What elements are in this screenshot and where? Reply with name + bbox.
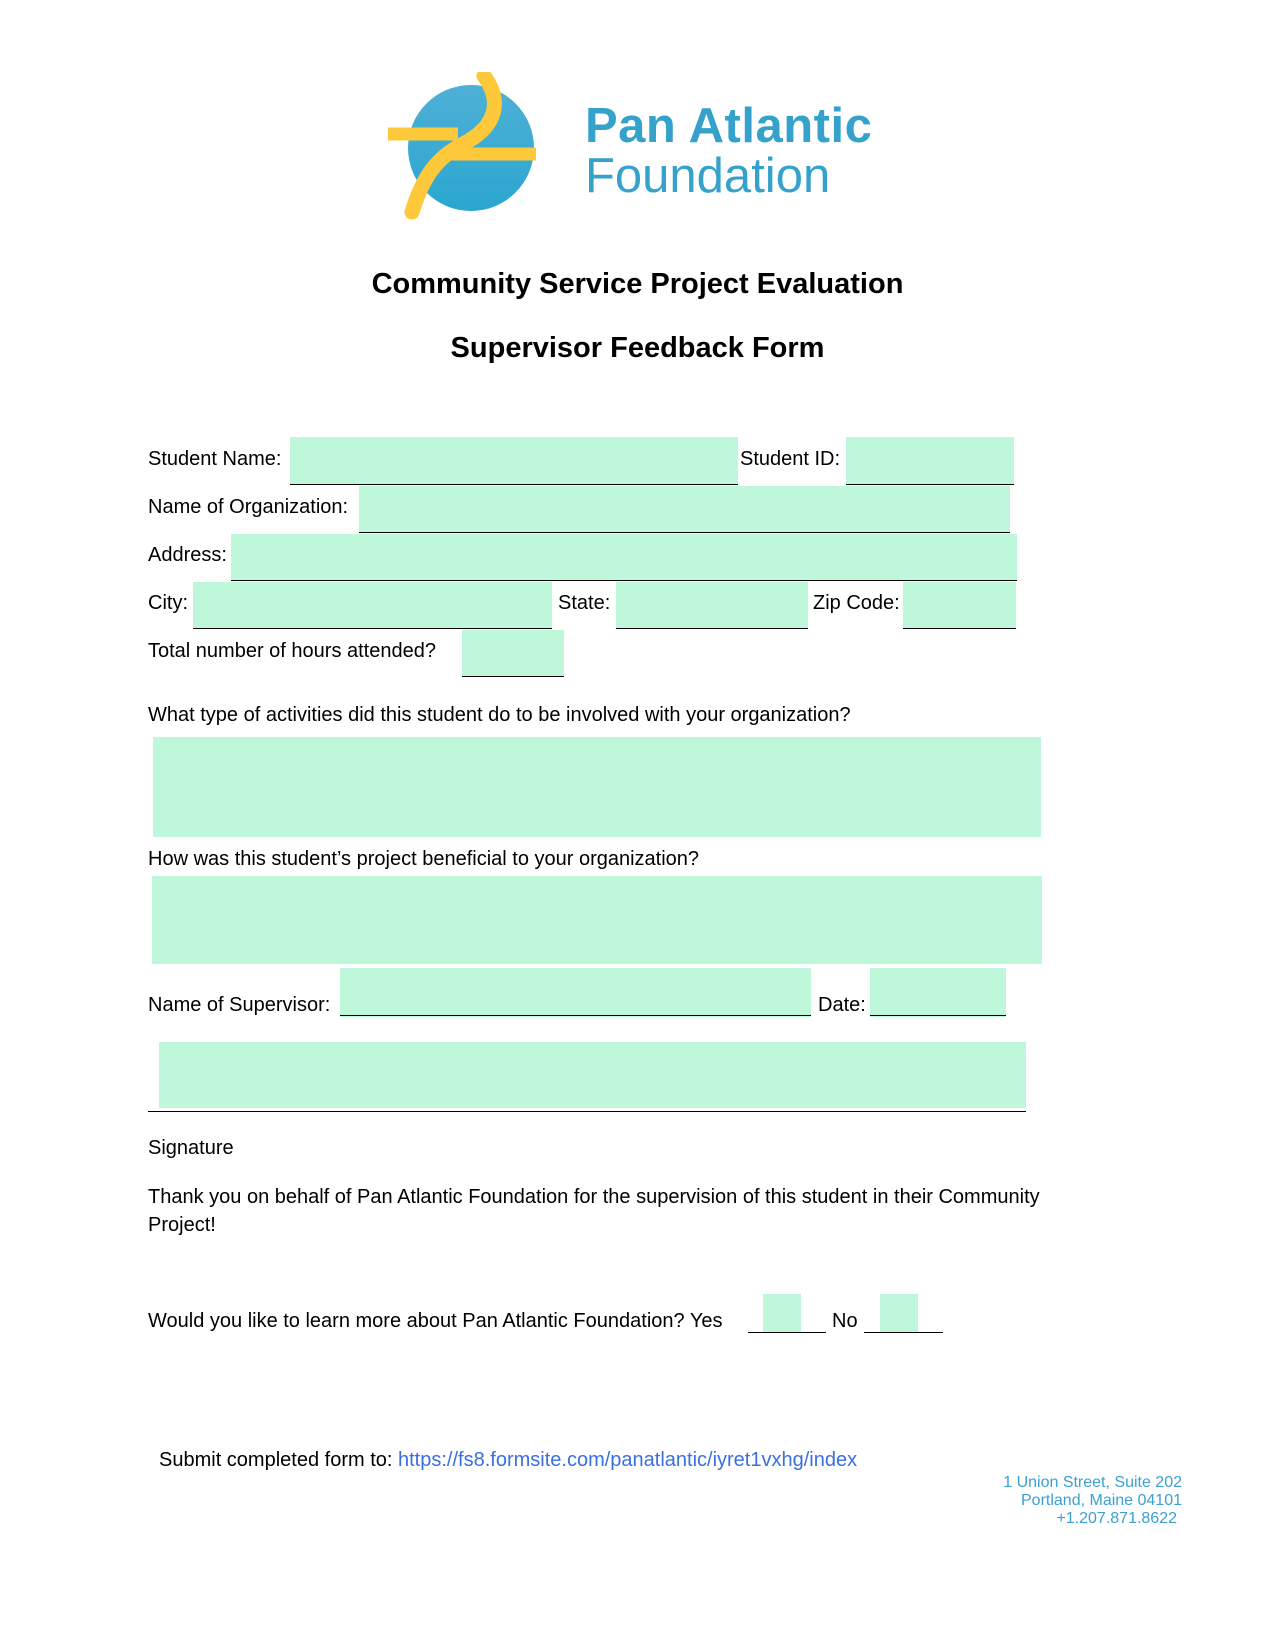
activities-question: What type of activities did this student do to be involved with your organization?: [148, 704, 851, 726]
student-id-label: Student ID:: [740, 448, 841, 470]
hours-label: Total number of hours attended?: [148, 640, 436, 662]
supervisor-label: Name of Supervisor:: [148, 994, 331, 1016]
student-name-underline: [290, 464, 738, 485]
learn-more-question: Would you like to learn more about Pan Atlantic Foundation? Yes: [148, 1310, 723, 1332]
date-underline: [870, 995, 1006, 1016]
organization-address: [1003, 1474, 1182, 1528]
logo-emblem-icon: [388, 72, 588, 232]
zip-code-label: Zip Code:: [813, 592, 900, 614]
signature-underline: [148, 1091, 1026, 1112]
city-label: City:: [148, 592, 188, 614]
hours-underline: [462, 656, 564, 677]
activities-answer-field[interactable]: [153, 737, 1041, 837]
submit-label: Submit completed form to:: [159, 1449, 393, 1471]
organization-underline: [359, 512, 1010, 533]
student-id-underline: [846, 464, 1014, 485]
submit-link[interactable]: https://fs8.formsite.com/panatlantic/iyret1vxhg/index: [398, 1449, 858, 1471]
benefit-answer-field[interactable]: [152, 876, 1042, 964]
benefit-question: How was this student’s project beneficial to your organization?: [148, 848, 700, 870]
logo-name-line2: Foundation: [585, 149, 831, 203]
logo-name-line1: Pan Atlantic: [585, 99, 873, 153]
city-underline: [193, 608, 552, 629]
supervisor-underline: [340, 995, 811, 1016]
address-underline: [231, 560, 1017, 581]
no-underline: [864, 1312, 943, 1333]
address-label: Address:: [148, 544, 227, 566]
address-line2: Portland, Maine 04101: [1021, 1492, 1182, 1509]
zip-code-underline: [903, 608, 1016, 629]
yes-underline: [748, 1312, 826, 1333]
no-label: No: [832, 1310, 858, 1332]
date-label: Date:: [818, 994, 866, 1016]
organization-label: Name of Organization:: [148, 496, 349, 518]
page-title: Community Service Project Evaluation: [371, 268, 904, 300]
thank-you-line1: Thank you on behalf of Pan Atlantic Foundation for the supervision of this student in their Community: [148, 1186, 1040, 1208]
phone-number: +1.207.871.8622: [1056, 1510, 1177, 1527]
submit-instructions: [159, 1448, 857, 1472]
page-subtitle: Supervisor Feedback Form: [450, 332, 825, 364]
address-line1: 1 Union Street, Suite 202: [1003, 1474, 1182, 1491]
signature-label: Signature: [148, 1137, 234, 1159]
state-label: State:: [558, 592, 611, 614]
state-underline: [616, 608, 808, 629]
thank-you-line2: Project!: [148, 1214, 216, 1236]
student-name-label: Student Name:: [148, 448, 282, 470]
